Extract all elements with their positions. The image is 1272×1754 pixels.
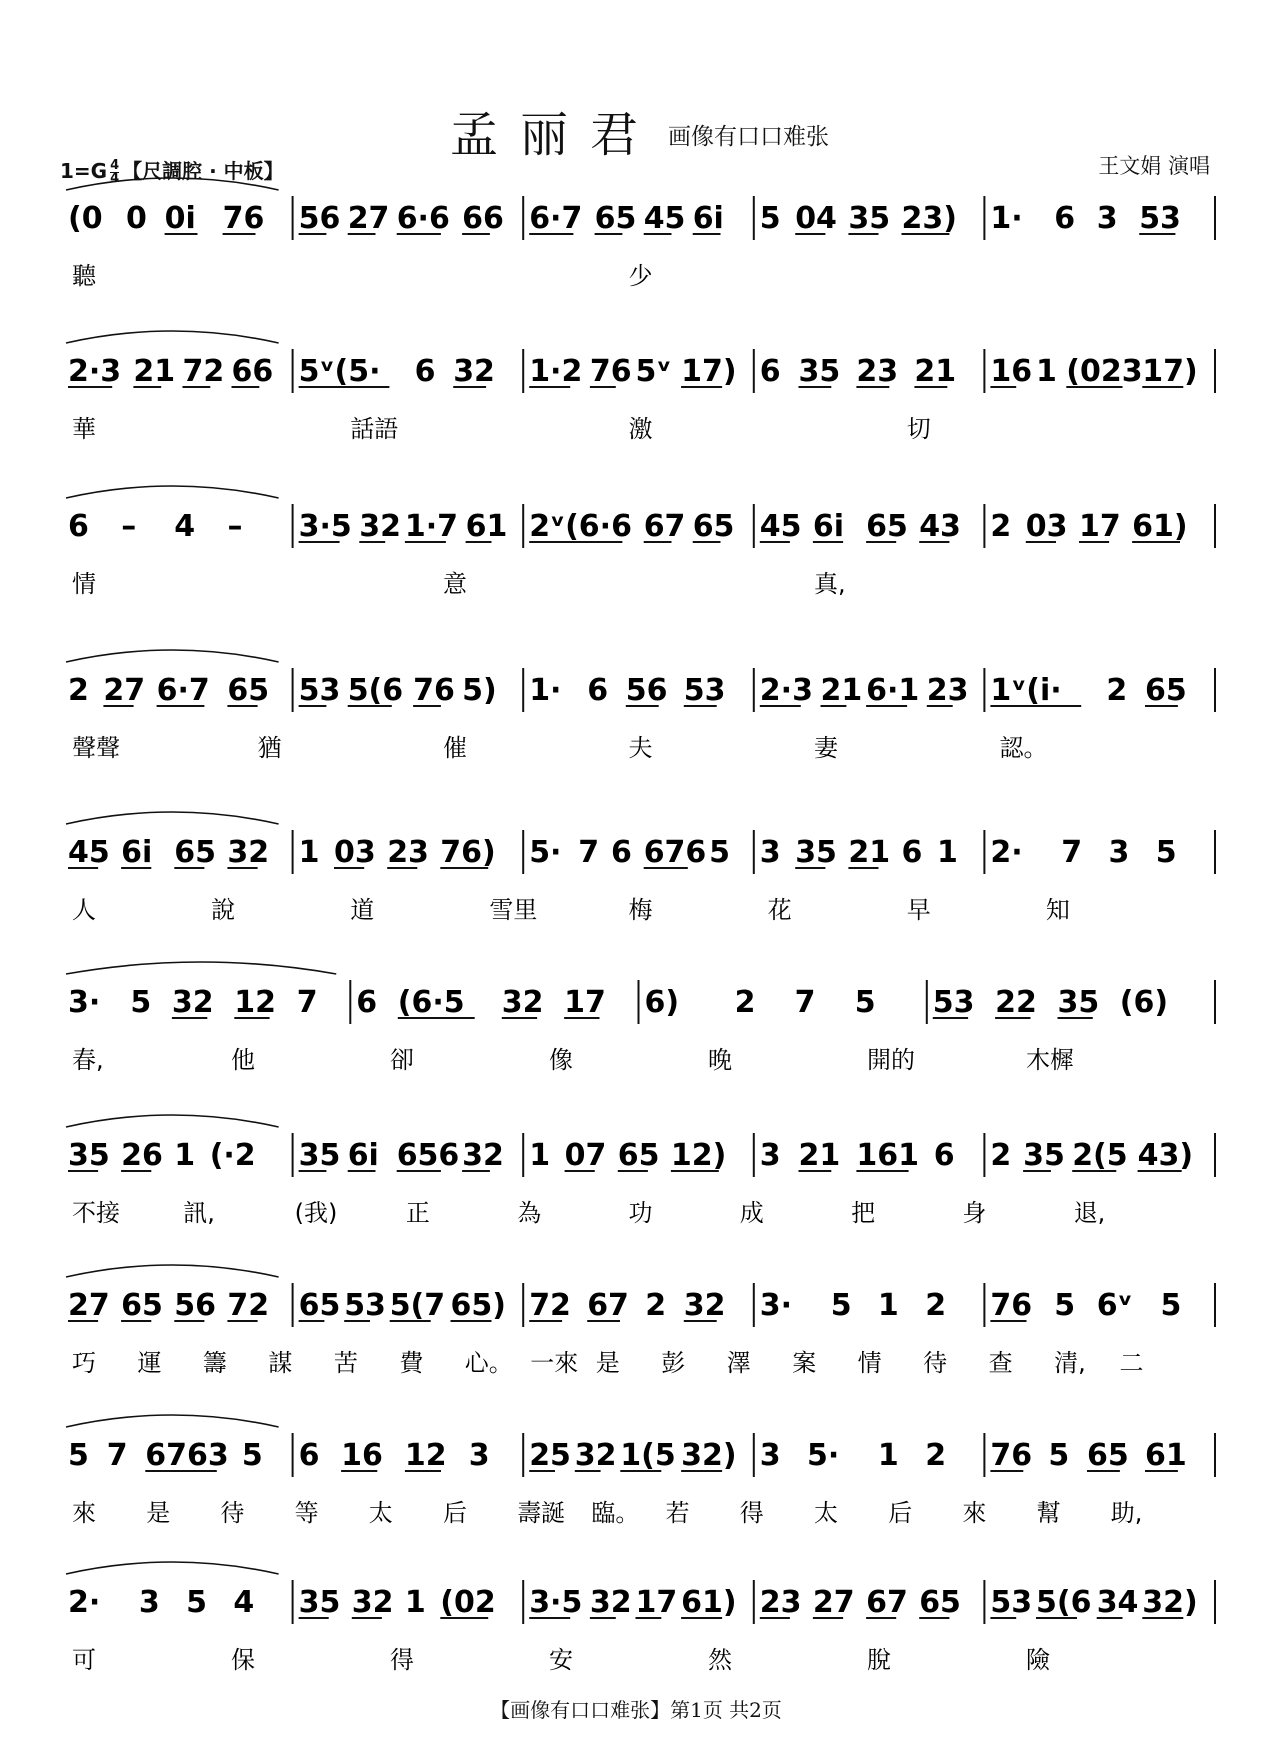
note-group: 1 — [298, 835, 320, 870]
note-group: 35 — [298, 1585, 341, 1620]
lyric-syllable: 安 — [549, 1646, 573, 1674]
lyric-syllable: 清, — [1054, 1349, 1086, 1377]
lyric-syllable: 彭 — [661, 1349, 686, 1377]
note-group: 3 — [759, 1138, 781, 1173]
note-group: 61 — [1145, 1438, 1187, 1473]
lyric-syllable: 華 — [72, 415, 96, 443]
note-group: 03 — [1025, 509, 1068, 544]
lyric-syllable: 苦 — [333, 1349, 358, 1377]
note-group: 5· — [807, 1438, 840, 1473]
note-group: 72 — [529, 1288, 571, 1323]
slur — [66, 1115, 279, 1127]
note-group: 5 — [1160, 1288, 1182, 1323]
note-group: 07 — [564, 1138, 607, 1173]
note-group: 3· — [759, 1288, 793, 1323]
note-group: 6 — [414, 354, 436, 389]
note-group: (·2 — [209, 1138, 256, 1173]
note-group: 43 — [919, 509, 961, 544]
note-group: 2 — [645, 1288, 667, 1323]
lyric-syllable: 太 — [368, 1499, 393, 1527]
note-group: 7 — [106, 1438, 128, 1473]
singer-credit: 王文娟 演唱 — [1098, 154, 1210, 178]
note-group: 35 — [298, 1138, 341, 1173]
note-group: 65 — [692, 509, 735, 544]
lyric-syllable: 不接 — [72, 1199, 120, 1227]
lyric-syllable: 身 — [962, 1199, 987, 1227]
note-group: 2 — [990, 1138, 1012, 1173]
note-group: 6 — [933, 1138, 955, 1173]
note-group: 23 — [926, 673, 969, 708]
note-group: 1 — [404, 1585, 426, 1620]
note-group: 53 — [344, 1288, 386, 1323]
lyric-syllable: 像 — [549, 1046, 573, 1074]
note-group: 76 — [990, 1288, 1033, 1323]
note-group: 23 — [856, 354, 899, 389]
lyric-syllable: 籌 — [202, 1349, 227, 1377]
lyric-syllable: 查 — [988, 1349, 1013, 1377]
note-group: 72 — [227, 1288, 270, 1323]
note-group: 4 — [233, 1585, 255, 1620]
lyric-syllable: 脫 — [867, 1646, 891, 1674]
slur — [66, 1265, 279, 1277]
note-group: 3 — [138, 1585, 160, 1620]
note-group: 76) — [440, 835, 496, 870]
note-group: 61) — [681, 1585, 737, 1620]
note-group: 32 — [589, 1585, 632, 1620]
note-group: 65 — [121, 1288, 163, 1323]
lyric-syllable: 話語 — [350, 415, 399, 443]
note-group: 2·3 — [68, 354, 122, 389]
tempo-style: 【尺調腔 · 中板】 — [122, 159, 284, 183]
note-group: 0i — [164, 201, 196, 236]
note-group: 04 — [795, 201, 837, 236]
note-group: 65 — [1087, 1438, 1129, 1473]
lyric-syllable: 太 — [814, 1499, 838, 1527]
note-group: 65) — [450, 1288, 506, 1323]
lyric-syllable: 得 — [390, 1646, 414, 1674]
lyric-syllable: 激 — [628, 415, 653, 443]
lyric-syllable: (我) — [294, 1199, 338, 1227]
lyric-syllable: 臨。 — [591, 1499, 640, 1527]
note-group: 2· — [68, 1585, 101, 1620]
note-group: 35 — [1023, 1138, 1065, 1173]
note-group: 53 — [298, 673, 341, 708]
note-group: 5 — [241, 1438, 263, 1473]
note-group: 3· — [68, 985, 101, 1020]
lyric-syllable: 情 — [72, 570, 96, 598]
note-group: 6 — [356, 985, 378, 1020]
note-group: 65 — [594, 201, 637, 236]
lyric-syllable: 說 — [211, 896, 236, 924]
note-group: 21 — [133, 354, 176, 389]
note-group: 3 — [1096, 201, 1118, 236]
note-group: 2ᵛ(6·6 — [529, 509, 632, 544]
meter-bottom: 4 — [110, 171, 120, 186]
note-group: 5 — [130, 985, 152, 1020]
note-group: 6 — [901, 835, 923, 870]
note-group: 65 — [1145, 673, 1187, 708]
note-group: 17 — [564, 985, 606, 1020]
note-group: 56 — [625, 673, 668, 708]
lyric-syllable: 是 — [146, 1499, 171, 1527]
note-group: 5· — [529, 835, 562, 870]
lyric-syllable: 心。 — [464, 1349, 513, 1377]
lyric-syllable: 幫 — [1036, 1499, 1061, 1527]
note-group: 17 — [1079, 509, 1121, 544]
lyric-syllable: 正 — [405, 1199, 430, 1227]
lyric-syllable: 訊, — [183, 1199, 215, 1227]
note-group: 6 — [1054, 201, 1076, 236]
note-group: 6i — [121, 835, 153, 870]
lyric-syllable: 為 — [517, 1199, 542, 1227]
slur — [66, 962, 336, 974]
note-group: 6·6 — [396, 201, 450, 236]
note-group: 03 — [334, 835, 376, 870]
note-group: 5 — [759, 201, 781, 236]
note-group: 2 — [925, 1438, 947, 1473]
note-group: 5 — [1048, 1438, 1070, 1473]
note-group: 5 — [186, 1585, 207, 1620]
lyric-syllable: 夫 — [628, 734, 653, 762]
note-group: 2 — [990, 509, 1012, 544]
note-group: 3 — [759, 1438, 781, 1473]
note-group: 1 — [529, 1138, 551, 1173]
note-group: (6) — [1119, 985, 1169, 1020]
note-group: 6 — [611, 835, 632, 870]
note-group: 53 — [932, 985, 975, 1020]
note-group: 32 — [453, 354, 495, 389]
note-group: 2(5 — [1072, 1138, 1128, 1173]
note-group: 6·7 — [156, 673, 210, 708]
note-group: 17 — [635, 1585, 678, 1620]
note-group: 6·7 — [529, 201, 583, 236]
note-group: 2 — [925, 1288, 947, 1323]
note-group: 76 — [222, 201, 265, 236]
note-group: 32 — [683, 1288, 726, 1323]
note-group: 7 — [1061, 835, 1083, 870]
lyric-syllable: 保 — [231, 1646, 255, 1674]
note-group: 0 — [126, 201, 147, 236]
note-group: 12 — [404, 1438, 447, 1473]
lyric-syllable: 二 — [1119, 1349, 1144, 1377]
note-group: (6·5 — [397, 985, 465, 1020]
lyric-syllable: 催 — [443, 734, 467, 762]
note-group: 1· — [990, 201, 1023, 236]
note-group: 43) — [1137, 1138, 1194, 1173]
lyric-syllable: 一來 — [530, 1349, 579, 1377]
lyric-syllable: 可 — [72, 1646, 96, 1674]
note-group: 65 — [298, 1288, 341, 1323]
note-group: 35 — [798, 354, 841, 389]
note-group: 65 — [866, 509, 908, 544]
lyric-syllable: 然 — [708, 1646, 732, 1674]
lyric-syllable: 退, — [1073, 1199, 1106, 1227]
note-group: 1·2 — [529, 354, 583, 389]
note-group: 34 — [1096, 1585, 1139, 1620]
note-group: (0 — [68, 201, 103, 236]
note-group: 2 — [734, 985, 756, 1020]
lyric-syllable: 卻 — [390, 1046, 414, 1074]
note-group: 21 — [914, 354, 957, 389]
note-group: 6i — [812, 509, 845, 544]
slur — [66, 650, 279, 662]
note-group: 65 — [919, 1585, 961, 1620]
note-group: 35 — [68, 1138, 110, 1173]
lyric-syllable: 來 — [72, 1499, 96, 1527]
song-subtitle: 画像有口口难张 — [668, 124, 829, 150]
note-group: 2 — [1106, 673, 1128, 708]
note-group: 76 — [413, 673, 455, 708]
note-group: 5 — [1155, 835, 1177, 870]
lyric-syllable: 妻 — [814, 734, 838, 762]
note-group: 5 — [68, 1438, 89, 1473]
note-group: 23 — [387, 835, 429, 870]
note-group: 6ᵛ — [1096, 1288, 1133, 1323]
note-group: 6 — [68, 509, 89, 544]
note-group: 7 — [296, 985, 318, 1020]
note-group: 5ᵛ — [635, 354, 672, 389]
note-group: 1 — [877, 1288, 899, 1323]
lyric-syllable: 情 — [857, 1349, 882, 1377]
lyric-syllable: 梅 — [628, 896, 653, 924]
note-group: 32 — [501, 985, 544, 1020]
note-group: 22 — [995, 985, 1037, 1020]
note-group: 1ᵛ(i· — [990, 673, 1062, 708]
lyric-syllable: 早 — [906, 896, 931, 924]
note-group: 7 — [578, 835, 600, 870]
note-group: 61) — [1132, 509, 1188, 544]
lyric-syllable: 真, — [814, 570, 846, 598]
note-group: 6i — [347, 1138, 379, 1173]
lyric-syllable: 巧 — [72, 1349, 96, 1377]
note-group: 4 — [174, 509, 196, 544]
note-group: 65 — [617, 1138, 660, 1173]
lyric-syllable: 把 — [851, 1199, 876, 1227]
note-group: 35 — [795, 835, 837, 870]
slur — [66, 331, 279, 343]
lyric-syllable: 雪里 — [489, 896, 538, 924]
lyric-syllable: 案 — [792, 1349, 817, 1377]
note-group: 32) — [681, 1438, 737, 1473]
lyric-syllable: 費 — [399, 1349, 424, 1377]
lyric-syllable: 晚 — [708, 1046, 732, 1074]
note-group: 66 — [462, 201, 504, 236]
note-group: 1·7 — [404, 509, 459, 544]
note-group: 53 — [683, 673, 726, 708]
note-group: 26 — [121, 1138, 163, 1173]
note-group: 5 — [709, 835, 730, 870]
lyric-syllable: 后 — [888, 1499, 913, 1527]
lyric-syllable: 人 — [72, 896, 96, 924]
note-group: 5 — [1054, 1288, 1076, 1323]
lyric-syllable: 聲聲 — [72, 734, 120, 762]
note-group: 1 — [174, 1138, 196, 1173]
note-group: 3 — [468, 1438, 490, 1473]
note-group: 676 — [643, 835, 707, 870]
note-group: 2·3 — [759, 673, 813, 708]
note-group: 56 — [174, 1288, 217, 1323]
lyric-syllable: 后 — [443, 1499, 467, 1527]
note-group: 3·5 — [298, 509, 352, 544]
note-group: 656 — [396, 1138, 460, 1173]
note-group: – — [121, 509, 137, 544]
note-group: 5) — [462, 673, 497, 708]
note-group: 66 — [231, 354, 274, 389]
lyric-syllable: 知 — [1045, 896, 1070, 924]
lyric-syllable: 道 — [350, 896, 375, 924]
slur — [66, 486, 279, 498]
lyric-syllable: 少 — [628, 262, 653, 290]
lyric-syllable: 壽誕 — [517, 1499, 566, 1527]
note-group: 16 — [341, 1438, 383, 1473]
meter-top: 4 — [110, 158, 120, 173]
note-group: 7 — [794, 985, 816, 1020]
lyric-syllable: 得 — [739, 1499, 764, 1527]
lyric-syllable: 意 — [443, 570, 467, 598]
note-group: 3 — [1108, 835, 1130, 870]
lyric-syllable: 開的 — [867, 1046, 915, 1074]
song-title: 孟丽君 — [450, 107, 661, 163]
note-group: 27 — [347, 201, 390, 236]
note-group: 1 — [937, 835, 958, 870]
note-group: 21 — [848, 835, 891, 870]
note-group: 161 — [856, 1138, 920, 1173]
slur — [66, 1562, 279, 1574]
lyric-syllable: 猶 — [257, 734, 282, 762]
lyric-syllable: 助, — [1110, 1499, 1143, 1527]
note-group: 6·1 — [866, 673, 920, 708]
note-group: 5 — [830, 1288, 852, 1323]
lyric-syllable: 謀 — [268, 1349, 293, 1377]
note-group: 5(6 — [1036, 1585, 1092, 1620]
lyric-syllable: 木樨 — [1026, 1046, 1074, 1074]
slur — [66, 812, 279, 824]
note-group: 76 — [589, 354, 632, 389]
note-group: 21 — [820, 673, 863, 708]
note-group: 67 — [643, 509, 686, 544]
note-group: 35 — [848, 201, 891, 236]
slur — [66, 178, 279, 190]
note-group: 53 — [990, 1585, 1033, 1620]
note-group: 35 — [1057, 985, 1100, 1020]
note-group: 2· — [990, 835, 1023, 870]
note-group: 6i — [692, 201, 724, 236]
note-group: (023 — [1066, 354, 1143, 389]
note-group: 61 — [465, 509, 508, 544]
lyric-syllable: 待 — [220, 1499, 245, 1527]
note-group: 3·5 — [529, 1585, 583, 1620]
note-group: 6 — [298, 1438, 320, 1473]
note-group: – — [227, 509, 243, 544]
note-group: 6 — [759, 354, 781, 389]
note-group: 32 — [171, 985, 214, 1020]
note-group: 67 — [587, 1288, 629, 1323]
note-group: 56 — [298, 201, 341, 236]
lyric-syllable: 待 — [923, 1349, 948, 1377]
note-group: 3 — [759, 835, 781, 870]
note-group: 27 — [103, 673, 146, 708]
note-group: 5(7 — [389, 1288, 446, 1323]
note-group: 32 — [227, 835, 270, 870]
note-group: 5(6 — [347, 673, 404, 708]
note-group: 32 — [359, 509, 402, 544]
lyric-syllable: 切 — [906, 415, 931, 443]
note-group: 53 — [1139, 201, 1181, 236]
lyric-syllable: 澤 — [726, 1349, 751, 1377]
note-group: 65 — [174, 835, 217, 870]
lyric-syllable: 是 — [595, 1349, 620, 1377]
note-group: 32) — [1142, 1585, 1198, 1620]
slur — [66, 1415, 279, 1427]
page-footer: 【画像有口口难张】第1页 共2页 — [490, 1698, 782, 1722]
lyric-syllable: 他 — [231, 1046, 255, 1074]
note-group: 6) — [644, 985, 680, 1020]
note-group: 23) — [901, 201, 957, 236]
note-group: 27 — [68, 1288, 110, 1323]
note-group: (02 — [440, 1585, 496, 1620]
lyric-syllable: 險 — [1026, 1646, 1050, 1674]
note-group: 76 — [990, 1438, 1033, 1473]
key-tonic: 1=G — [60, 159, 108, 183]
note-group: 32 — [574, 1438, 617, 1473]
note-group: 32 — [462, 1138, 504, 1173]
note-group: 67 — [866, 1585, 908, 1620]
lyric-syllable: 春, — [72, 1046, 104, 1074]
note-group: 2 — [68, 673, 89, 708]
note-group: 17) — [681, 354, 737, 389]
note-group: 6 — [587, 673, 609, 708]
note-group: 32 — [351, 1585, 394, 1620]
lyric-syllable: 等 — [294, 1499, 319, 1527]
note-group: 1(5 — [620, 1438, 676, 1473]
note-group: 12) — [670, 1138, 727, 1173]
note-group: 1· — [529, 673, 562, 708]
lyric-syllable: 若 — [665, 1499, 690, 1527]
lyric-syllable: 來 — [962, 1499, 987, 1527]
note-group: 23 — [759, 1585, 802, 1620]
note-group: 17) — [1142, 354, 1198, 389]
note-group: 65 — [227, 673, 270, 708]
note-group: 1 — [1036, 354, 1057, 389]
note-group: 45 — [68, 835, 110, 870]
lyric-syllable: 聽 — [72, 262, 96, 290]
note-group: 6763 — [145, 1438, 229, 1473]
note-group: 45 — [759, 509, 802, 544]
note-group: 16 — [990, 354, 1033, 389]
note-group: 45 — [643, 201, 686, 236]
note-group: 27 — [812, 1585, 855, 1620]
lyric-syllable: 認。 — [999, 734, 1048, 762]
lyric-syllable: 功 — [628, 1199, 653, 1227]
note-group: 5ᵛ(5· — [298, 354, 381, 389]
note-group: 72 — [182, 354, 225, 389]
lyric-syllable: 成 — [739, 1199, 764, 1227]
note-group: 1 — [877, 1438, 899, 1473]
note-group: 25 — [529, 1438, 571, 1473]
note-group: 12 — [234, 985, 277, 1020]
lyric-syllable: 運 — [137, 1349, 162, 1377]
note-group: 21 — [798, 1138, 841, 1173]
note-group: 5 — [854, 985, 876, 1020]
lyric-syllable: 花 — [767, 896, 792, 924]
